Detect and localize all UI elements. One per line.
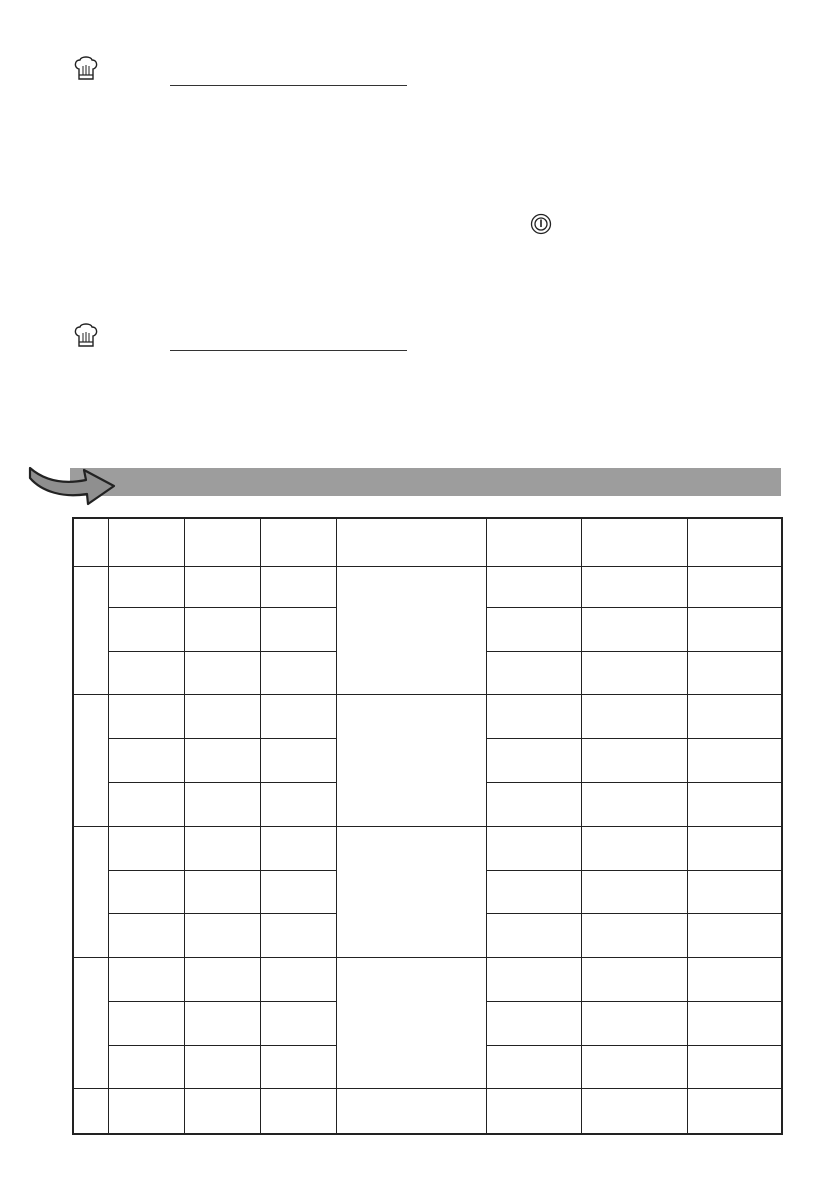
table-cell	[581, 913, 687, 957]
table-row	[73, 957, 782, 1001]
curved-arrow-icon	[26, 456, 118, 508]
table-cell	[486, 566, 581, 607]
group-label-cell	[73, 566, 108, 694]
footer-cell	[336, 1088, 486, 1134]
table-cell	[486, 607, 581, 651]
table-cell	[184, 913, 260, 957]
header-cell	[260, 518, 336, 566]
table-cell	[108, 566, 184, 607]
footer-cell	[581, 1088, 687, 1134]
table-cell	[486, 1001, 581, 1045]
table-cell	[260, 566, 336, 607]
table-cell	[260, 651, 336, 694]
footer-cell	[260, 1088, 336, 1134]
table-cell	[687, 694, 782, 738]
footer-cell	[73, 1088, 108, 1134]
table-cell	[486, 826, 581, 870]
table-cell	[108, 607, 184, 651]
table-banner	[70, 468, 781, 496]
table-cell	[486, 694, 581, 738]
table-cell	[184, 651, 260, 694]
table-cell	[260, 826, 336, 870]
power-button-icon	[530, 213, 552, 235]
data-table	[72, 517, 783, 1135]
table-cell	[581, 1001, 687, 1045]
table-cell	[581, 651, 687, 694]
chef-hat-icon	[73, 322, 99, 352]
table-cell	[687, 607, 782, 651]
table-cell	[184, 782, 260, 826]
merged-cell	[336, 566, 486, 694]
table-cell	[486, 870, 581, 913]
table-cell	[184, 738, 260, 782]
header-cell	[108, 518, 184, 566]
table-cell	[184, 826, 260, 870]
table-cell	[581, 607, 687, 651]
header-cell	[486, 518, 581, 566]
table-cell	[581, 1045, 687, 1088]
footer-cell	[687, 1088, 782, 1134]
table-cell	[687, 738, 782, 782]
table-cell	[581, 694, 687, 738]
merged-cell	[336, 957, 486, 1088]
group-label-cell	[73, 694, 108, 826]
table-cell	[687, 826, 782, 870]
table-cell	[108, 1001, 184, 1045]
table-cell	[687, 957, 782, 1001]
table-cell	[687, 870, 782, 913]
header-cell	[581, 518, 687, 566]
table-cell	[260, 738, 336, 782]
table-cell	[260, 957, 336, 1001]
header-cell	[687, 518, 782, 566]
group-label-cell	[73, 957, 108, 1088]
chef-hat-icon	[73, 55, 99, 85]
merged-cell	[336, 826, 486, 957]
table-cell	[687, 651, 782, 694]
table-cell	[108, 957, 184, 1001]
table-row	[73, 566, 782, 607]
table-cell	[108, 1045, 184, 1088]
table-cell	[581, 826, 687, 870]
table-cell	[486, 913, 581, 957]
table-cell	[260, 1001, 336, 1045]
header-cell	[73, 518, 108, 566]
table-cell	[581, 738, 687, 782]
table-cell	[260, 870, 336, 913]
table-cell	[260, 913, 336, 957]
merged-cell	[336, 694, 486, 826]
table-cell	[687, 566, 782, 607]
table-cell	[108, 738, 184, 782]
table-cell	[184, 1001, 260, 1045]
header-cell	[336, 518, 486, 566]
table-cell	[581, 870, 687, 913]
table-cell	[486, 1045, 581, 1088]
table-cell	[486, 738, 581, 782]
table-cell	[486, 651, 581, 694]
footer-cell	[486, 1088, 581, 1134]
group-label-cell	[73, 826, 108, 957]
header-cell	[184, 518, 260, 566]
footer-cell	[184, 1088, 260, 1134]
table-cell	[184, 870, 260, 913]
table-cell	[687, 782, 782, 826]
table-cell	[184, 1045, 260, 1088]
table-cell	[687, 1045, 782, 1088]
table-cell	[260, 1045, 336, 1088]
table-cell	[486, 782, 581, 826]
table-cell	[184, 694, 260, 738]
table-cell	[108, 694, 184, 738]
table-cell	[184, 566, 260, 607]
table-cell	[108, 826, 184, 870]
table-cell	[581, 566, 687, 607]
table-cell	[486, 957, 581, 1001]
table-cell	[260, 694, 336, 738]
table-cell	[687, 1001, 782, 1045]
table-cell	[260, 782, 336, 826]
table-cell	[108, 870, 184, 913]
section-title-underline	[170, 85, 407, 86]
table-footer-row	[73, 1088, 782, 1134]
table-cell	[184, 957, 260, 1001]
table-cell	[108, 782, 184, 826]
table-cell	[260, 607, 336, 651]
table-cell	[687, 913, 782, 957]
table-cell	[108, 913, 184, 957]
table-cell	[581, 957, 687, 1001]
footer-cell	[108, 1088, 184, 1134]
table-cell	[581, 782, 687, 826]
table-row	[73, 694, 782, 738]
section-title-underline	[170, 350, 407, 351]
table-cell	[108, 651, 184, 694]
table-header-row	[73, 518, 782, 566]
table-cell	[184, 607, 260, 651]
table-row	[73, 826, 782, 870]
